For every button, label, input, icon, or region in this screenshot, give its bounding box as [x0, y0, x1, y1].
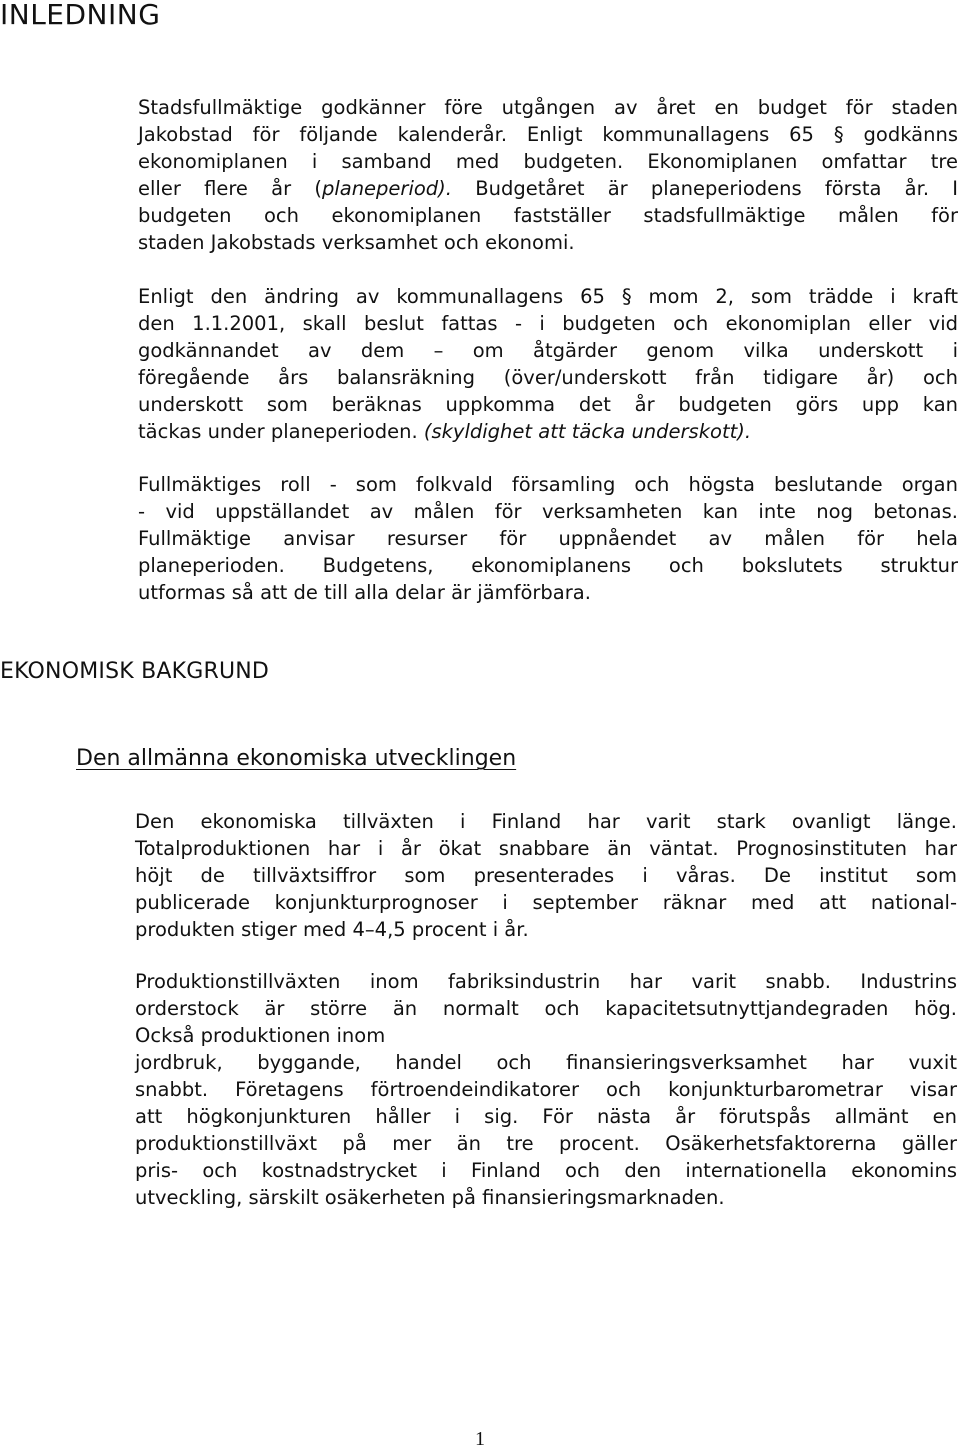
italic-term: planeperiod).	[321, 177, 452, 200]
page-number: 1	[475, 1428, 485, 1450]
text-line: underskott som beräknas uppkomma det år budgeten görs upp kan	[138, 393, 958, 416]
text-line: höjt de tillväxtsiffror som presenterades i våras. De institut som	[135, 864, 957, 887]
text-line: ekonomiplanen i samband med budgeten. Ekonomiplanen omfattar tre	[138, 150, 958, 173]
text-line: staden Jakobstads verksamhet och ekonomi.	[138, 231, 575, 254]
heading-inledning: INLEDNING	[0, 0, 161, 31]
text-line: Enligt den ändring av kommunallagens 65 § mom 2, som trädde i kraft	[138, 285, 958, 308]
text-line: Produktionstillväxten inom fabriksindustrin har varit snabb. Industrins	[135, 970, 957, 993]
paragraph-production-growth	[135, 968, 957, 1211]
text-segment: täckas under planeperioden.	[138, 420, 424, 443]
text-line: godkännandet av dem – om åtgärder genom vilka underskott i	[138, 339, 958, 362]
text-segment: eller flere år (	[138, 177, 322, 200]
text-line: jordbruk, byggande, handel och finansieringsverksamhet har vuxit	[135, 1051, 957, 1074]
text-line: planeperioden. Budgetens, ekonomiplanens och bokslutets struktur	[138, 554, 958, 577]
text-line: - vid uppställandet av målen för verksamheten kan inte nog betonas.	[138, 500, 958, 523]
text-line: Totalproduktionen har i år ökat snabbare än väntat. Prognosinstituten har	[135, 837, 957, 860]
subheading-economic-development: Den allmänna ekonomiska utvecklingen	[76, 746, 517, 771]
text-line: pris- och kostnadstrycket i Finland och den internationella ekonomins	[135, 1159, 957, 1182]
text-line: att högkonjunkturen håller i sig. För nästa år förutspås allmänt en	[135, 1105, 957, 1128]
text-line: Fullmäktige anvisar resurser för uppnåendet av målen för hela	[138, 527, 958, 550]
text-line: utformas så att de till alla delar är jämförbara.	[138, 581, 591, 604]
text-line: Fullmäktiges roll - som folkvald församling och högsta beslutande organ	[138, 473, 958, 496]
text-line: utveckling, särskilt osäkerheten på finansieringsmarknaden.	[135, 1186, 725, 1209]
text-line: orderstock är större än normalt och kapacitetsutnyttjandegraden hög.	[135, 997, 957, 1020]
text-line: publicerade konjunkturprognoser i september räknar med att national-	[135, 891, 957, 914]
text-line	[138, 418, 958, 445]
text-line	[138, 175, 958, 202]
text-line: Stadsfullmäktige godkänner före utgången av året en budget för staden	[138, 96, 958, 119]
paragraph-council-role	[138, 471, 958, 606]
text-line: Jakobstad för följande kalenderår. Enligt kommunallagens 65 § godkänns	[138, 123, 958, 146]
paragraph-economic-growth	[135, 808, 957, 943]
text-line: produkten stiger med 4–4,5 procent i år.	[135, 918, 529, 941]
text-line: Den ekonomiska tillväxten i Finland har varit stark ovanligt länge.	[135, 810, 957, 833]
italic-term: (skyldighet att täcka underskott).	[423, 420, 752, 443]
text-line: budgeten och ekonomiplanen fastställer stadsfullmäktige målen för	[138, 204, 958, 227]
text-line: föregående års balansräkning (över/underskott från tidigare år) och	[138, 366, 958, 389]
text-line: Också produktionen inom	[135, 1024, 386, 1047]
text-line: den 1.1.2001, skall beslut fattas - i budgeten och ekonomiplan eller vid	[138, 312, 958, 335]
heading-ekonomisk-bakgrund: EKONOMISK BAKGRUND	[0, 659, 270, 684]
text-line: snabbt. Företagens förtroendeindikatorer och konjunkturbarometrar visar	[135, 1078, 957, 1101]
paragraph-budget-intro	[138, 94, 958, 256]
paragraph-deficit-rule	[138, 283, 958, 445]
text-segment: Budgetåret är planeperiodens första år. I	[451, 177, 959, 200]
text-line: produktionstillväxt på mer än tre procent. Osäkerhetsfaktorerna gäller	[135, 1132, 957, 1155]
